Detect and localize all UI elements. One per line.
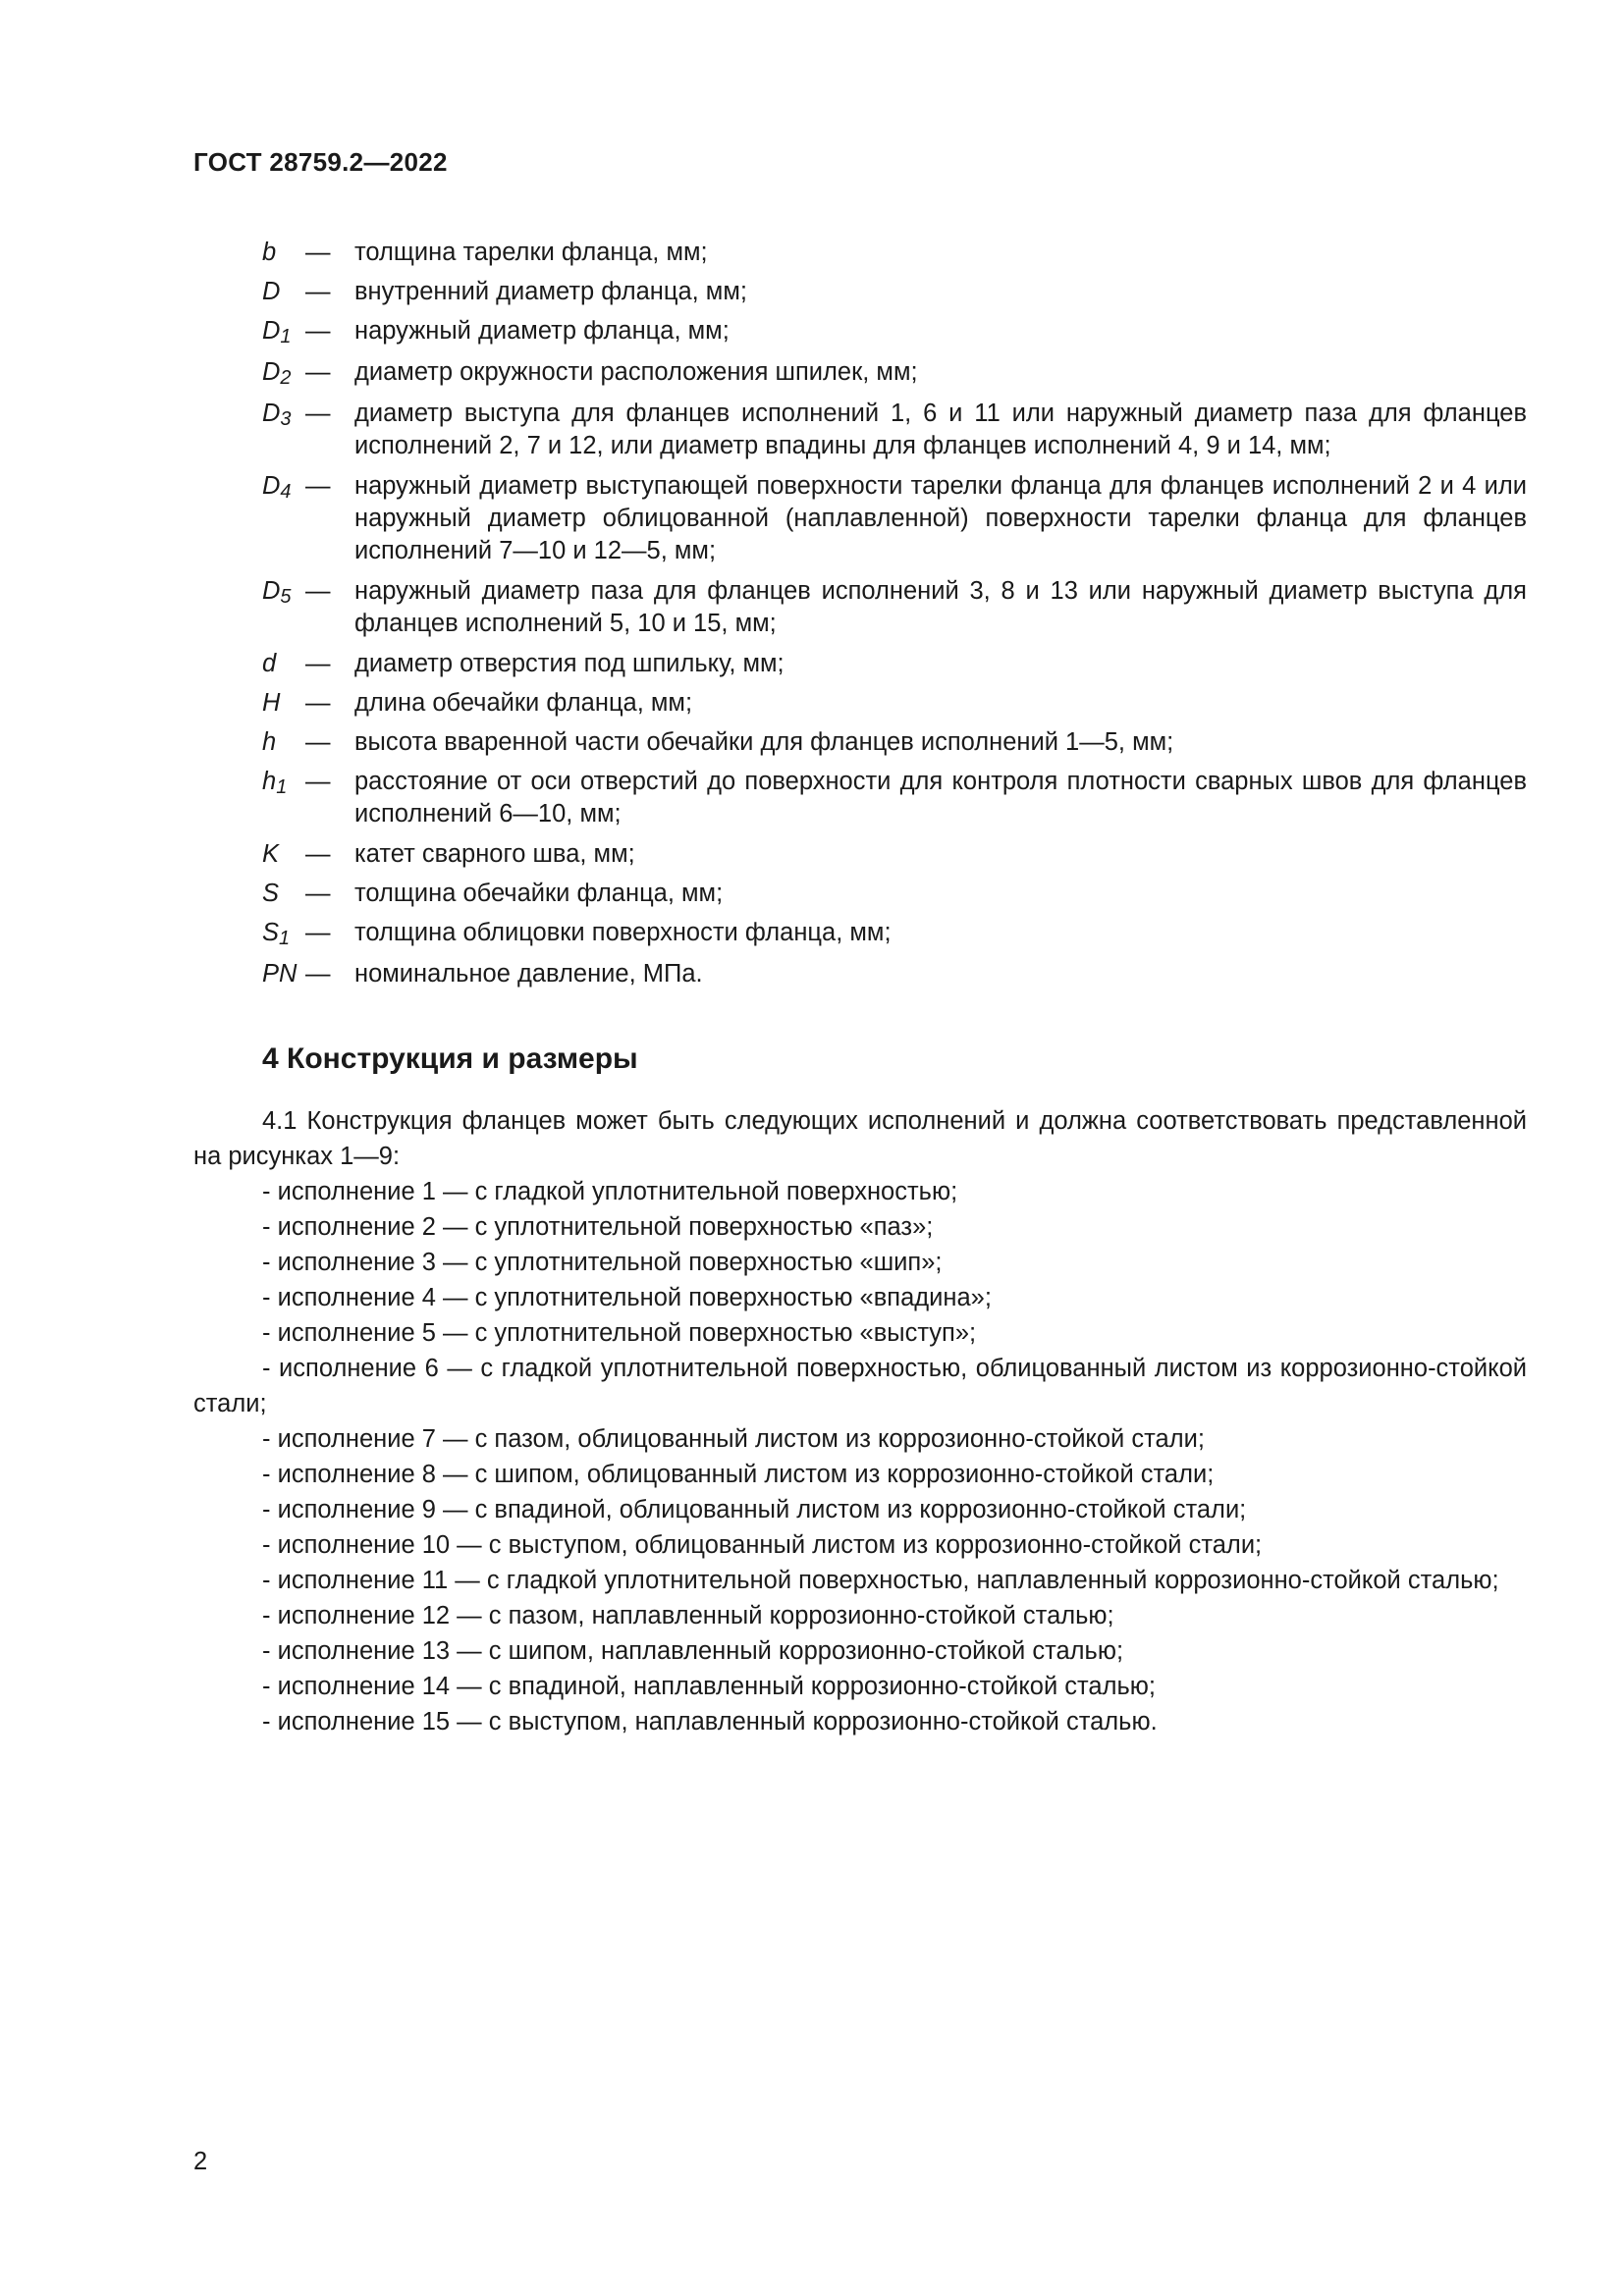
definition-dash: — xyxy=(305,919,331,946)
definition-item xyxy=(262,470,1527,567)
definition-dash: — xyxy=(305,689,331,717)
definition-item xyxy=(262,315,1527,349)
list-item: - исполнение 6 — с гладкой уплотнительной поверхностью, облицованный листом из коррозионно-стойкой стали; xyxy=(193,1355,1527,1417)
definition-dash: — xyxy=(305,239,331,266)
symbol-definitions-list xyxy=(262,237,1527,997)
definition-text: высота вваренной части обечайки для фланцев исполнений 1—5, мм; xyxy=(354,728,1174,756)
definition-symbol: $S_1$ xyxy=(262,919,291,950)
definition-text: внутренний диаметр фланца, мм; xyxy=(354,278,747,305)
definition-item xyxy=(262,726,1527,759)
list-item: - исполнение 2 — с уплотнительной поверхностью «паз»; xyxy=(262,1213,934,1241)
definition-symbol: $D_3$ xyxy=(262,400,292,431)
definition-dash: — xyxy=(305,880,331,907)
definition-item xyxy=(262,575,1527,640)
definition-item xyxy=(262,687,1527,720)
definition-dash: — xyxy=(305,400,331,427)
definition-dash: — xyxy=(305,728,331,756)
paragraph-4-1: 4.1 Конструкция фланцев может быть следующих исполнений и должна соответствовать представленной на рисунках 1—9: xyxy=(193,1107,1527,1170)
definition-text: наружный диаметр паза для фланцев исполнений 3, 8 и 13 или наружный диаметр выступа для фланцев исполнений 5, 10 и 15, мм; xyxy=(354,577,1527,637)
definition-item xyxy=(262,917,1527,951)
definition-text: толщина облицовки поверхности фланца, мм; xyxy=(354,919,892,946)
document-header: ГОСТ 28759.2—2022 xyxy=(193,147,448,177)
section-body xyxy=(193,1103,1527,1739)
definition-dash: — xyxy=(305,358,331,386)
definition-dash: — xyxy=(305,317,331,345)
list-item: - исполнение 1 — с гладкой уплотнительной поверхностью; xyxy=(262,1178,958,1205)
definition-item xyxy=(262,276,1527,308)
definition-text: наружный диаметр фланца, мм; xyxy=(354,317,730,345)
list-item: - исполнение 5 — с уплотнительной поверхностью «выступ»; xyxy=(262,1319,977,1347)
list-item: - исполнение 8 — с шипом, облицованный листом из коррозионно-стойкой стали; xyxy=(262,1461,1215,1488)
list-item: - исполнение 15 — с выступом, наплавленный коррозионно-стойкой сталью. xyxy=(262,1708,1158,1735)
definition-dash: — xyxy=(305,960,331,988)
definition-text: катет сварного шва, мм; xyxy=(354,840,635,868)
definition-dash: — xyxy=(305,278,331,305)
list-item: - исполнение 7 — с пазом, облицованный листом из коррозионно-стойкой стали; xyxy=(262,1425,1205,1453)
definition-dash: — xyxy=(305,840,331,868)
definition-symbol: h xyxy=(262,728,277,756)
definition-item xyxy=(262,237,1527,269)
definition-text: длина обечайки фланца, мм; xyxy=(354,689,693,717)
list-item: - исполнение 14 — с впадиной, наплавленный коррозионно-стойкой сталью; xyxy=(262,1673,1156,1700)
definition-symbol: PN xyxy=(262,960,298,988)
definition-text: диаметр выступа для фланцев исполнений 1, 6 и 11 или наружный диаметр паза для фланцев исполнений 2, 7 и 12, или диаметр впадины для фланцев исполнений 4, 9 и 14, мм; xyxy=(354,400,1527,459)
section-heading: 4 Конструкция и размеры xyxy=(262,1042,638,1075)
definition-text: расстояние от оси отверстий до поверхности для контроля плотности сварных швов для фланцев исполнений 6—10, мм; xyxy=(354,768,1527,828)
list-item: - исполнение 13 — с шипом, наплавленный коррозионно-стойкой сталью; xyxy=(262,1637,1124,1665)
definition-symbol: S xyxy=(262,880,280,907)
definition-text: номинальное давление, МПа. xyxy=(354,960,703,988)
list-item: - исполнение 12 — с пазом, наплавленный коррозионно-стойкой сталью; xyxy=(262,1602,1114,1629)
definition-symbol: $h_1$ xyxy=(262,768,288,799)
definition-symbol: $D_5$ xyxy=(262,577,292,609)
definition-item xyxy=(262,838,1527,871)
definition-symbol: $D_2$ xyxy=(262,358,292,390)
list-item: - исполнение 9 — с впадиной, облицованный листом из коррозионно-стойкой стали; xyxy=(262,1496,1247,1523)
definition-item xyxy=(262,648,1527,680)
definition-text: диаметр окружности расположения шпилек, мм; xyxy=(354,358,918,386)
list-item: - исполнение 4 — с уплотнительной поверхностью «впадина»; xyxy=(262,1284,992,1311)
list-item: - исполнение 3 — с уплотнительной поверхностью «шип»; xyxy=(262,1249,943,1276)
definition-dash: — xyxy=(305,472,331,500)
definition-text: наружный диаметр выступающей поверхности тарелки фланца для фланцев исполнений 2 и 4 или наружный диаметр облицованной (наплавленной) поверхности тарелки фланца для фланцев исполнений 7—10 и 12—5, мм; xyxy=(354,472,1527,564)
definition-item xyxy=(262,766,1527,830)
definition-dash: — xyxy=(305,577,331,605)
definition-item xyxy=(262,958,1527,990)
definition-item xyxy=(262,398,1527,462)
design-variants-list xyxy=(193,1174,1527,1739)
definition-text: толщина тарелки фланца, мм; xyxy=(354,239,708,266)
definition-symbol: H xyxy=(262,689,281,717)
list-item: - исполнение 11 — с гладкой уплотнительной поверхностью, наплавленный коррозионно-стойкой сталью; xyxy=(262,1567,1499,1594)
definition-text: диаметр отверстия под шпильку, мм; xyxy=(354,650,785,677)
definition-symbol: D xyxy=(262,278,281,305)
definition-text: толщина обечайки фланца, мм; xyxy=(354,880,724,907)
definition-item xyxy=(262,878,1527,910)
definition-symbol: b xyxy=(262,239,277,266)
definition-dash: — xyxy=(305,768,331,795)
definition-dash: — xyxy=(305,650,331,677)
page-number: 2 xyxy=(193,2148,208,2175)
definition-symbol: K xyxy=(262,840,280,868)
definition-symbol: $D_1$ xyxy=(262,317,292,348)
list-item: - исполнение 10 — с выступом, облицованный листом из коррозионно-стойкой стали; xyxy=(262,1531,1263,1559)
definition-symbol: $D_4$ xyxy=(262,472,292,504)
definition-symbol: d xyxy=(262,650,277,677)
definition-item xyxy=(262,356,1527,391)
